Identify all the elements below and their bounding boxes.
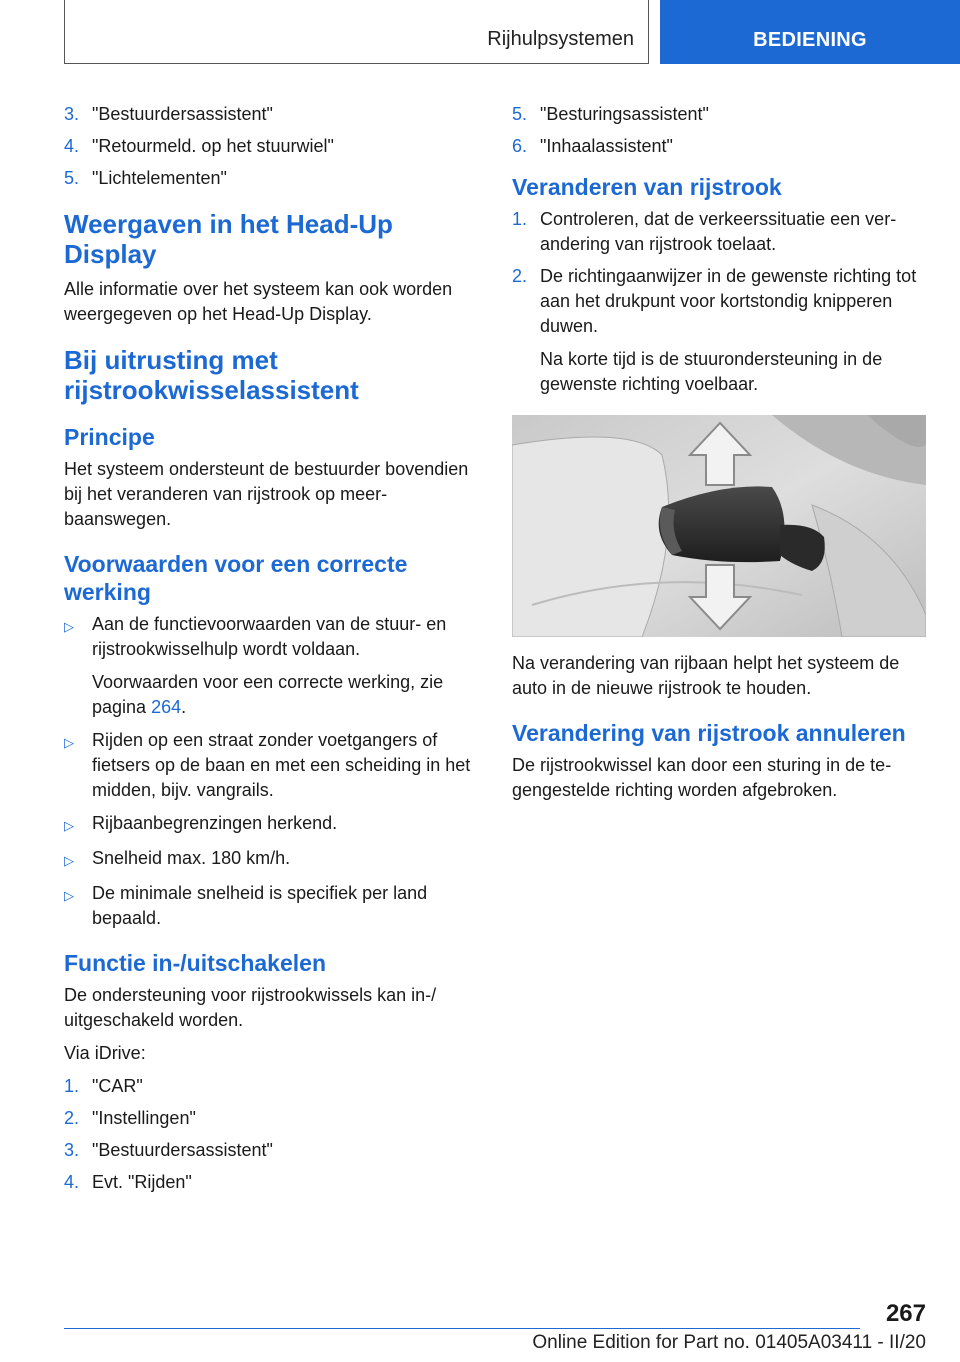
left-column bbox=[64, 102, 480, 1209]
list-text: "Instellingen" bbox=[92, 1108, 196, 1128]
list-item bbox=[512, 102, 926, 127]
list-number: 4. bbox=[64, 136, 80, 156]
list-number: 1. bbox=[512, 209, 528, 229]
list-text: Rijden op een straat zonder voetgangers of fietsers op de baan en met een scheiding in het midden, bijv. vangrails. bbox=[92, 730, 471, 800]
list-text-continued bbox=[92, 670, 480, 720]
cross-ref-text: Voorwaarden voor een correcte werking, zie pagina bbox=[92, 672, 444, 717]
cross-ref-period: . bbox=[181, 697, 187, 717]
triangle-bullet-icon: ▷ bbox=[64, 888, 74, 903]
list-item bbox=[512, 207, 926, 257]
heading-principle: Principe bbox=[64, 424, 155, 450]
heading-cancel-change: Verandering van rijstrook annuleren bbox=[512, 720, 906, 746]
list-item bbox=[64, 612, 480, 720]
list-item bbox=[64, 1170, 480, 1195]
list-text: "Inhaalassistent" bbox=[540, 136, 673, 156]
heading-change-lane: Veranderen van rijstrook bbox=[512, 174, 782, 200]
header-section bbox=[64, 0, 649, 64]
list-number: 4. bbox=[64, 1172, 80, 1192]
list-text: Controleren, dat de verkeerssituatie een verandering van rijstrook toelaat. bbox=[540, 209, 897, 254]
list-text: "Bestuurdersassistent" bbox=[92, 1140, 273, 1160]
turn-signal-lever-illustration bbox=[512, 415, 926, 637]
list-number: 2. bbox=[64, 1108, 80, 1128]
list-item bbox=[64, 1074, 480, 1099]
heading-headup: Weergaven in het Head-Up Display bbox=[64, 209, 393, 269]
list-number: 3. bbox=[64, 1140, 80, 1160]
list-item bbox=[64, 134, 480, 159]
right-column bbox=[512, 102, 926, 811]
list-text: Aan de functievoorwaarden van de stuur- en rijstrookwisselhulp wordt voldaan. bbox=[92, 614, 447, 659]
list-text: "Lichtelementen" bbox=[92, 168, 227, 188]
list-number: 2. bbox=[512, 266, 528, 286]
menu-path-list-top bbox=[64, 102, 480, 191]
triangle-bullet-icon: ▷ bbox=[64, 818, 74, 833]
footer-divider bbox=[64, 1328, 860, 1329]
list-item bbox=[512, 134, 926, 159]
list-item bbox=[64, 1106, 480, 1131]
list-text: "Bestuurdersassistent" bbox=[92, 104, 273, 124]
menu-path-list-right bbox=[512, 102, 926, 159]
header-section-title: Rijhulpsystemen bbox=[487, 28, 634, 50]
list-number: 1. bbox=[64, 1076, 80, 1096]
paragraph-headup: Alle informatie over het systeem kan ook worden weergegeven op het Head-Up Display. bbox=[64, 279, 453, 324]
page-link[interactable]: 264 bbox=[151, 697, 182, 717]
footer-edition: Online Edition for Part no. 01405A03411 - II/20 bbox=[532, 1332, 926, 1353]
list-item bbox=[64, 166, 480, 191]
paragraph-function: De ondersteuning voor rijstrookwissels kan in-/ uitgeschakeld worden. bbox=[64, 985, 437, 1030]
triangle-bullet-icon: ▷ bbox=[64, 735, 74, 750]
conditions-list bbox=[64, 612, 480, 931]
list-item bbox=[64, 846, 480, 873]
list-item bbox=[512, 264, 926, 397]
list-text: "Besturingsassistent" bbox=[540, 104, 709, 124]
list-number: 3. bbox=[64, 104, 80, 124]
list-text: "Retourmeld. op het stuurwiel" bbox=[92, 136, 334, 156]
list-text: Rijbaanbegrenzingen herkend. bbox=[92, 813, 338, 833]
menu-path-list-bottom bbox=[64, 1074, 480, 1195]
list-text: Snelheid max. 180 km/h. bbox=[92, 848, 291, 868]
list-text: Evt. "Rijden" bbox=[92, 1172, 192, 1192]
list-text: "CAR" bbox=[92, 1076, 143, 1096]
list-text-continued: Na korte tijd is de stuurondersteuning in de gewenste richting voelbaar. bbox=[540, 349, 883, 394]
header-chapter-tab[interactable] bbox=[660, 0, 960, 64]
list-item bbox=[64, 728, 480, 803]
paragraph-cancel: De rijstrookwissel kan door een sturing in de tegengestelde richting worden afgebroken. bbox=[512, 755, 892, 800]
list-number: 5. bbox=[512, 104, 528, 124]
list-text: De richtingaanwijzer in de gewenste richting tot aan het drukpunt voor kortstondig knipperen duwen. bbox=[540, 266, 917, 336]
list-number: 5. bbox=[64, 168, 80, 188]
heading-function: Functie in-/uitschakelen bbox=[64, 950, 326, 976]
list-text: De minimale snelheid is specifiek per land bepaald. bbox=[92, 883, 428, 928]
list-item bbox=[64, 811, 480, 838]
heading-equipment: Bij uitrusting met rijstrookwisselassistent bbox=[64, 345, 359, 405]
steps-list bbox=[512, 207, 926, 397]
list-item bbox=[64, 1138, 480, 1163]
list-item bbox=[64, 102, 480, 127]
paragraph-via: Via iDrive: bbox=[64, 1043, 146, 1063]
paragraph-after-change: Na verandering van rijbaan helpt het systeem de auto in de nieuwe rijstrook te houden. bbox=[512, 653, 900, 698]
list-number: 6. bbox=[512, 136, 528, 156]
paragraph-principle: Het systeem ondersteunt de bestuurder bovendien bij het veranderen van rijstrook op meerbaanswegen. bbox=[64, 459, 469, 529]
header-chapter-title: BEDIENING bbox=[753, 29, 867, 51]
heading-conditions: Voorwaarden voor een correcte werking bbox=[64, 551, 408, 605]
triangle-bullet-icon: ▷ bbox=[64, 853, 74, 868]
triangle-bullet-icon: ▷ bbox=[64, 619, 74, 634]
page-number: 267 bbox=[885, 1300, 926, 1327]
list-item bbox=[64, 881, 480, 931]
